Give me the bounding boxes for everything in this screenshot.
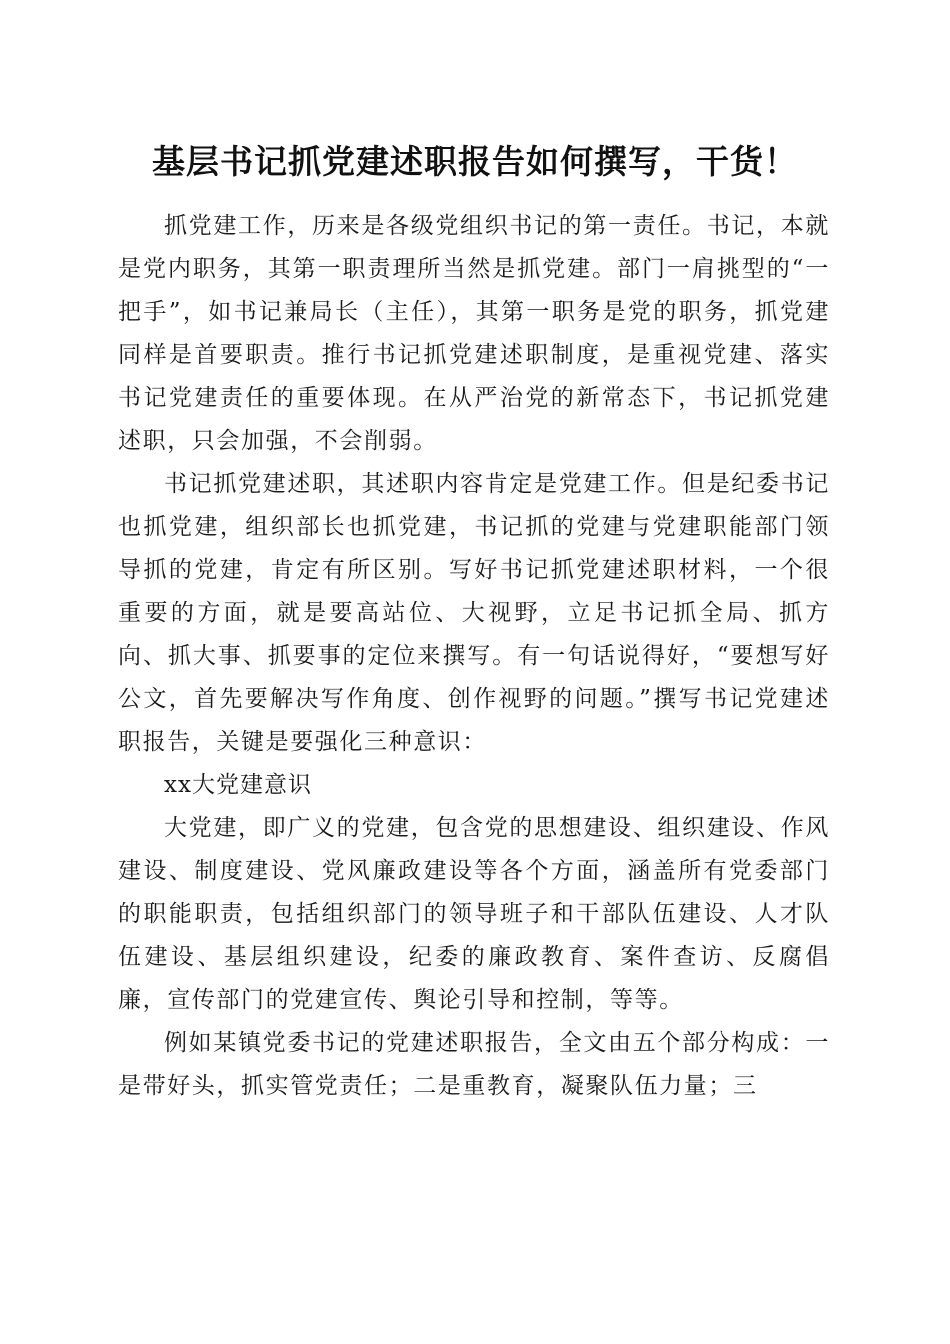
- section-heading: xx大党建意识: [164, 772, 312, 798]
- document-body: [118, 205, 830, 1108]
- paragraph-2: 书记抓党建述职，其述职内容肯定是党建工作。但是纪委书记也抓党建，组织部长也抓党建，书记抓的党建与党建职能部门领导抓的党建，肯定有所区别。写好书记抓党建述职材料，一个很重要的方面，就是要高站位、大视野，立足书记抓全局、抓方向、抓大事、抓要事的定位来撰写。有一句话说得好，“要想写好公文，首先要解决写作角度、创作视野的问题。”撰写书记党建述职报告，关键是要强化三种意识：: [118, 471, 830, 755]
- document-title: 基层书记抓党建述职报告如何撰写，干货！: [152, 142, 798, 181]
- paragraph-3: 大党建，即广义的党建，包含党的思想建设、组织建设、作风建设、制度建设、党风廉政建设等各个方面，涵盖所有党委部门的职能职责，包括组织部门的领导班子和干部队伍建设、人才队伍建设、基层组织建设，纪委的廉政教育、案件查访、反腐倡廉，宣传部门的党建宣传、舆论引导和控制，等等。: [118, 815, 830, 1013]
- paragraph-4: 例如某镇党委书记的党建述职报告，全文由五个部分构成：一是带好头，抓实管党责任；二是重教育，凝聚队伍力量；三: [118, 1030, 830, 1099]
- paragraph-1: 抓党建工作，历来是各级党组织书记的第一责任。书记，本就是党内职务，其第一职责理所当然是抓党建。部门一肩挑型的“一把手”，如书记兼局长（主任），其第一职务是党的职务，抓党建同样是首要职责。推行书记抓党建述职制度，是重视党建、落实书记党建责任的重要体现。在从严治党的新常态下，书记抓党建述职，只会加强，不会削弱。: [118, 213, 830, 454]
